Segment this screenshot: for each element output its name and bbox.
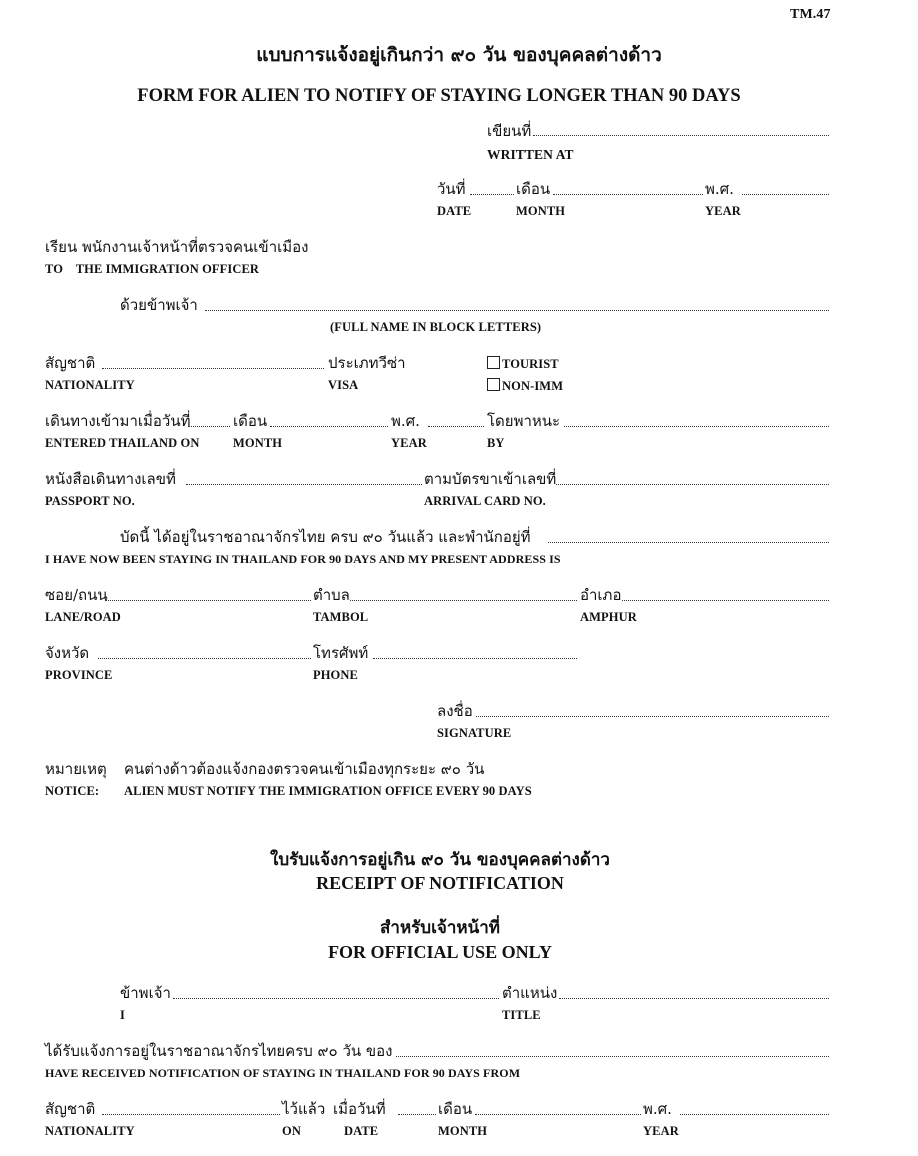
phone-label-en: PHONE [313,668,358,682]
entered-day-field[interactable] [188,426,230,427]
notice-text-th: คนต่างด้าวต้องแจ้งกองตรวจคนเข้าเมืองทุกระยะ ๙๐ วัน [124,760,485,778]
receipt-title-field[interactable] [559,998,829,999]
receipt-nationality-label-en: NATIONALITY [45,1124,135,1138]
date-year-field[interactable] [742,194,829,195]
receipt-received-label-en: HAVE RECEIVED NOTIFICATION OF STAYING IN THAILAND FOR 90 DAYS FROM [45,1066,521,1080]
visa-option-tourist-label: TOURIST [502,357,559,371]
full-name-label-en: (FULL NAME IN BLOCK LETTERS) [330,320,542,334]
receipt-year-label-en: YEAR [643,1124,679,1138]
passport-field[interactable] [186,484,422,485]
amphur-label-th: อำเภอ [580,586,622,604]
arrival-card-label-en: ARRIVAL CARD NO. [424,494,546,508]
entered-year-label-en: YEAR [391,436,427,450]
entered-label-en: ENTERED THAILAND ON [45,436,200,450]
receipt-year-field[interactable] [680,1114,829,1115]
nationality-label-th: สัญชาติ [45,354,96,372]
to-label-en: TO THE IMMIGRATION OFFICER [45,262,260,276]
province-label-th: จังหวัด [45,644,90,662]
arrival-card-label-th: ตามบัตรขาเข้าเลขที่ [424,470,557,488]
present-address-field[interactable] [548,542,829,543]
receipt-title-field-label-en: TITLE [502,1008,541,1022]
amphur-label-en: AMPHUR [580,610,637,624]
receipt-date-field[interactable] [398,1114,436,1115]
entered-by-label-th: โดยพาหนะ [487,412,561,430]
lane-label-th: ซอย/ถนน [45,586,108,604]
date-month-field[interactable] [553,194,703,195]
receipt-date-label-en: DATE [344,1124,379,1138]
amphur-field[interactable] [622,600,829,601]
visa-option-tourist[interactable] [487,356,559,371]
notice-text-en: ALIEN MUST NOTIFY THE IMMIGRATION OFFICE EVERY 90 DAYS [124,784,532,798]
nationality-field[interactable] [102,368,324,369]
title-english: FORM FOR ALIEN TO NOTIFY OF STAYING LONGER THAN 90 DAYS [137,86,741,106]
official-use-thai: สำหรับเจ้าหน้าที่ [380,918,500,938]
date-year-label-en: YEAR [705,204,741,218]
visa-label-en: VISA [328,378,359,392]
signature-label-en: SIGNATURE [437,726,512,740]
receipt-received-from-field[interactable] [396,1056,829,1057]
notice-label-th: หมายเหตุ [45,760,107,778]
entered-month-field[interactable] [270,426,388,427]
visa-option-non-imm-label: NON-IMM [502,379,564,393]
date-month-label-en: MONTH [516,204,566,218]
receipt-title-english: RECEIPT OF NOTIFICATION [316,873,564,893]
province-field[interactable] [98,658,311,659]
full-name-field[interactable] [205,310,829,311]
date-day-field[interactable] [470,194,514,195]
nationality-label-en: NATIONALITY [45,378,135,392]
date-year-label-th: พ.ศ. [705,180,734,198]
receipt-month-field[interactable] [475,1114,641,1115]
full-name-label-th: ด้วยข้าพเจ้า [120,296,198,314]
written-at-label-en: WRITTEN AT [487,147,574,162]
visa-label-th: ประเภทวีซ่า [328,354,406,372]
receipt-month-label-th: เดือน [438,1100,473,1118]
receipt-date-label-th: เมื่อวันที่ [333,1100,386,1118]
entered-by-field[interactable] [564,426,829,427]
to-label-th: เรียน พนักงานเจ้าหน้าที่ตรวจคนเข้าเมือง [45,238,309,256]
passport-label-th: หนังสือเดินทางเลขที่ [45,470,176,488]
checkbox-non-imm[interactable] [487,378,500,391]
phone-field[interactable] [373,658,577,659]
receipt-month-label-en: MONTH [438,1124,488,1138]
date-month-label-th: เดือน [516,180,551,198]
entered-year-field[interactable] [428,426,484,427]
signature-field[interactable] [476,716,829,717]
checkbox-tourist[interactable] [487,356,500,369]
receipt-nationality-field[interactable] [102,1114,280,1115]
receipt-nationality-label-th: สัญชาติ [45,1100,96,1118]
visa-option-non-imm[interactable] [487,378,563,393]
notice-label-en: NOTICE: [45,784,100,798]
tambol-field[interactable] [350,600,577,601]
written-at-label-th: เขียนที่ [487,122,532,140]
receipt-received-label-th: ได้รับแจ้งการอยู่ในราชอาณาจักรไทยครบ ๙๐ วัน ของ [45,1042,393,1060]
receipt-on-label-th: ไว้แล้ว [282,1100,326,1118]
receipt-year-label-th: พ.ศ. [643,1100,672,1118]
date-label-en: DATE [437,204,472,218]
passport-label-en: PASSPORT NO. [45,494,135,508]
arrival-card-field[interactable] [556,484,829,485]
lane-field[interactable] [105,600,311,601]
staying-label-en: I HAVE NOW BEEN STAYING IN THAILAND FOR 90 DAYS AND MY PRESENT ADDRESS IS [45,552,561,566]
tambol-label-en: TAMBOL [313,610,369,624]
signature-label-th: ลงชื่อ [437,702,473,720]
date-label-th: วันที่ [437,180,466,198]
receipt-officer-name-field[interactable] [173,998,499,999]
receipt-i-label-en: I [120,1008,125,1022]
entered-year-label-th: พ.ศ. [391,412,420,430]
receipt-title-field-label-th: ตำแหน่ง [502,984,558,1002]
title-thai: แบบการแจ้งอยู่เกินกว่า ๙๐ วัน ของบุคคลต่างด้าว [256,44,662,66]
written-at-field[interactable] [533,135,829,136]
receipt-i-label-th: ข้าพเจ้า [120,984,171,1002]
province-label-en: PROVINCE [45,668,113,682]
entered-month-label-th: เดือน [233,412,268,430]
official-use-english: FOR OFFICIAL USE ONLY [328,942,552,962]
entered-label-th: เดินทางเข้ามาเมื่อวันที่ [45,412,191,430]
form-code: TM.47 [790,7,831,22]
receipt-title-thai: ใบรับแจ้งการอยู่เกิน ๙๐ วัน ของบุคคลต่างด้าว [270,850,610,870]
entered-by-label-en: BY [487,436,505,450]
staying-label-th: บัดนี้ ได้อยู่ในราชอาณาจักรไทย ครบ ๙๐ วันแล้ว และพำนักอยู่ที่ [120,528,531,546]
lane-label-en: LANE/ROAD [45,610,121,624]
phone-label-th: โทรศัพท์ [313,644,369,662]
receipt-on-label-en: ON [282,1124,301,1138]
tambol-label-th: ตำบล [313,586,350,604]
entered-month-label-en: MONTH [233,436,283,450]
